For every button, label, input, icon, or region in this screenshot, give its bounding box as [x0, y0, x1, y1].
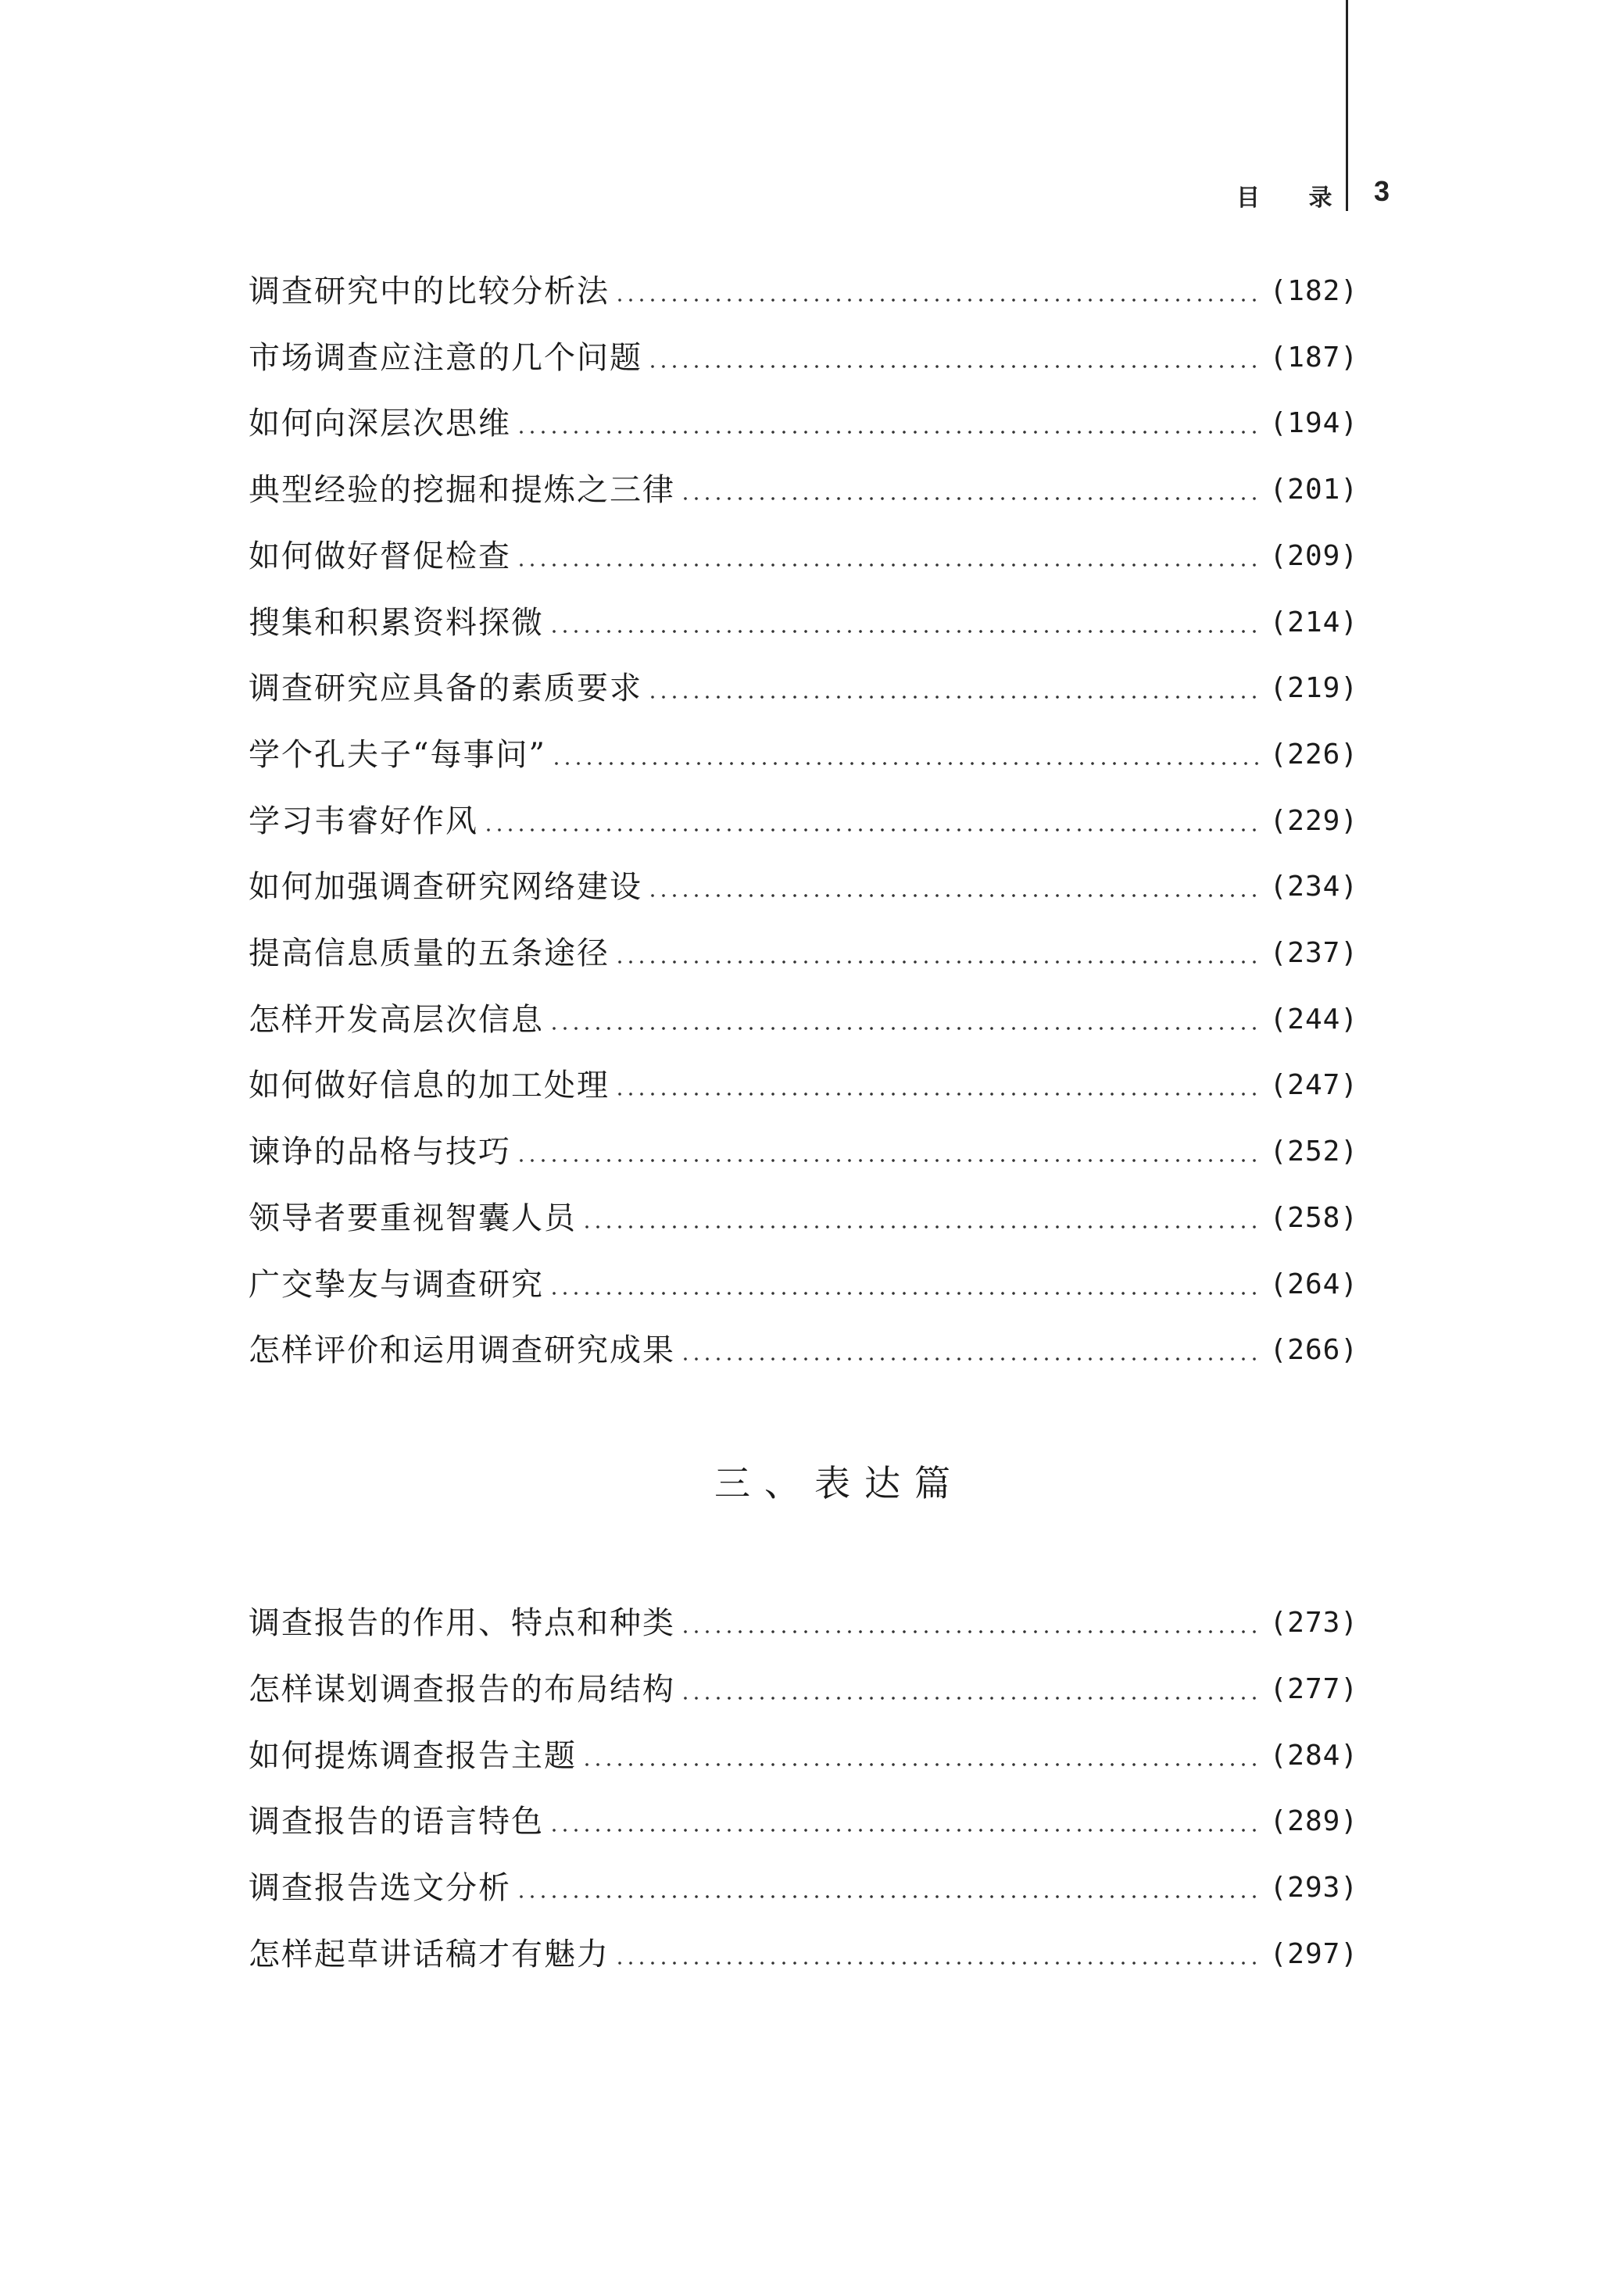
- toc-entry-title: 领导者要重视智囊人员: [249, 1200, 577, 1236]
- toc-entry-page: (297): [1269, 1938, 1358, 1970]
- toc-entry[interactable]: [249, 996, 1358, 1043]
- toc-entry-title: 怎样开发高层次信息: [249, 1001, 544, 1038]
- toc-entry-page: (237): [1269, 937, 1358, 969]
- toc-entry-title: 谏诤的品格与技巧: [249, 1134, 511, 1171]
- toc-entry-page: (219): [1269, 672, 1358, 705]
- toc-entry[interactable]: [249, 533, 1358, 580]
- toc-entry-title: 如何向深层次思维: [249, 406, 511, 442]
- toc-entry[interactable]: [249, 798, 1358, 845]
- toc-entry-page: (244): [1269, 1003, 1358, 1035]
- toc-entry-page: (247): [1269, 1069, 1358, 1102]
- toc-entry-page: (289): [1269, 1805, 1358, 1838]
- toc-entry-title: 调查报告选文分析: [249, 1870, 511, 1907]
- toc-entry-title: 如何加强调查研究网络建设: [249, 869, 642, 906]
- toc-entry[interactable]: [249, 400, 1358, 447]
- toc-entry[interactable]: [249, 1666, 1358, 1713]
- toc-entry-title: 学个孔夫子“每事问”: [249, 736, 546, 773]
- toc-entry-page: (264): [1269, 1268, 1358, 1300]
- dot-leader: [680, 1357, 1261, 1361]
- toc-entry-page: (214): [1269, 606, 1358, 638]
- dot-leader: [549, 630, 1261, 633]
- dot-leader: [647, 696, 1261, 699]
- toc-entry[interactable]: [249, 268, 1358, 315]
- dot-leader: [516, 1159, 1261, 1162]
- toc-entry-title: 调查报告的作用、特点和种类: [249, 1605, 675, 1641]
- dot-leader: [551, 762, 1261, 765]
- dot-leader: [549, 1292, 1261, 1295]
- toc-entry-title: 提高信息质量的五条途径: [249, 935, 610, 971]
- toc-entry[interactable]: [249, 1733, 1358, 1779]
- toc-entry-page: (234): [1269, 871, 1358, 903]
- toc-entry[interactable]: [249, 1600, 1358, 1647]
- toc-entry-page: (182): [1269, 275, 1358, 307]
- dot-leader: [614, 1093, 1261, 1096]
- dot-leader: [516, 563, 1261, 567]
- toc-entry[interactable]: [249, 930, 1358, 977]
- dot-leader: [614, 960, 1261, 964]
- toc-entry[interactable]: [249, 334, 1358, 381]
- toc-entry[interactable]: [249, 731, 1358, 778]
- toc-entry-title: 调查研究应具备的素质要求: [249, 671, 642, 707]
- dot-leader: [614, 1962, 1261, 1965]
- dot-leader: [680, 1697, 1261, 1700]
- dot-leader: [516, 1895, 1261, 1898]
- toc-entry-title: 典型经验的挖掘和提炼之三律: [249, 472, 675, 509]
- toc-entry-page: (201): [1269, 474, 1358, 506]
- toc-entry-page: (194): [1269, 407, 1358, 440]
- dot-leader: [581, 1763, 1261, 1766]
- toc-entry-title: 搜集和积累资料探微: [249, 604, 544, 641]
- dot-leader: [516, 431, 1261, 434]
- toc-entry-title: 调查报告的语言特色: [249, 1804, 544, 1840]
- running-header-label: 目 录: [1236, 184, 1353, 212]
- dot-leader: [680, 497, 1261, 500]
- dot-leader: [549, 1829, 1261, 1832]
- toc-entry[interactable]: [249, 1261, 1358, 1308]
- toc-entry-title: 调查研究中的比较分析法: [249, 274, 610, 309]
- toc-entry[interactable]: [249, 1798, 1358, 1845]
- toc-entry[interactable]: [249, 1327, 1358, 1374]
- toc-entry-title: 学习韦睿好作风: [249, 803, 478, 839]
- toc-entry[interactable]: [249, 1195, 1358, 1242]
- dot-leader: [647, 365, 1261, 368]
- dot-leader: [680, 1630, 1261, 1633]
- toc-entry[interactable]: [249, 1865, 1358, 1912]
- toc-entry-page: (229): [1269, 804, 1358, 837]
- toc-entry-page: (209): [1269, 539, 1358, 572]
- toc-entry[interactable]: [249, 599, 1358, 646]
- toc-entry-page: (252): [1269, 1136, 1358, 1168]
- toc-entry-title: 广交挚友与调查研究: [249, 1266, 544, 1303]
- dot-leader: [614, 299, 1261, 302]
- toc-entry[interactable]: [249, 467, 1358, 513]
- toc-entry[interactable]: [249, 1062, 1358, 1109]
- toc-entry[interactable]: [249, 864, 1358, 910]
- toc-entry-title: 如何做好督促检查: [249, 538, 511, 574]
- toc-entry-title: 怎样评价和运用调查研究成果: [249, 1332, 675, 1369]
- toc-entry-page: (266): [1269, 1334, 1358, 1367]
- toc-entry[interactable]: [249, 665, 1358, 712]
- toc-entry-title: 怎样谋划调查报告的布局结构: [249, 1671, 675, 1708]
- section-heading: 三、表达篇: [714, 1462, 964, 1504]
- toc-entry-page: (273): [1269, 1607, 1358, 1639]
- toc-entry-title: 怎样起草讲话稿才有魅力: [249, 1937, 610, 1972]
- dot-leader: [647, 894, 1261, 897]
- toc-entry-title: 如何做好信息的加工处理: [249, 1068, 610, 1104]
- toc-entry-page: (187): [1269, 341, 1358, 374]
- toc-entry-page: (258): [1269, 1201, 1358, 1234]
- toc-entry-page: (226): [1269, 738, 1358, 771]
- page-number: 3: [1374, 175, 1390, 207]
- toc-entry-title: 市场调查应注意的几个问题: [249, 339, 642, 376]
- toc-entry-page: (293): [1269, 1872, 1358, 1904]
- dot-leader: [483, 828, 1261, 832]
- toc-entry-page: (284): [1269, 1739, 1358, 1772]
- toc-entry-page: (277): [1269, 1672, 1358, 1705]
- toc-entry[interactable]: [249, 1931, 1358, 1978]
- dot-leader: [581, 1225, 1261, 1228]
- toc-entry-title: 如何提炼调查报告主题: [249, 1737, 577, 1774]
- dot-leader: [549, 1027, 1261, 1030]
- toc-entry[interactable]: [249, 1128, 1358, 1175]
